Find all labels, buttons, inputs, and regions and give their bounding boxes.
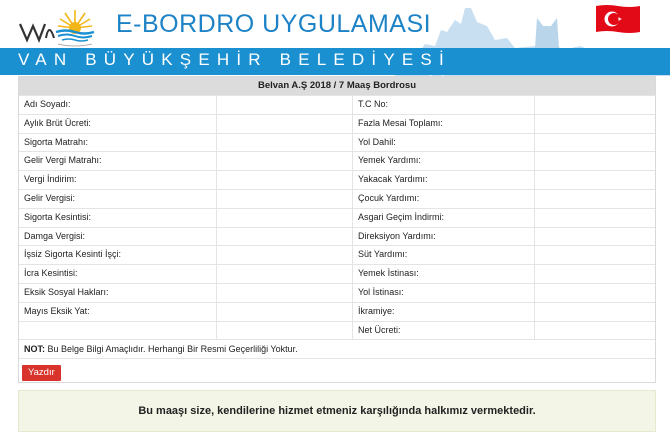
left-value	[217, 246, 353, 264]
right-value	[535, 284, 655, 302]
left-label: Eksik Sosyal Hakları:	[19, 284, 217, 302]
table-row	[19, 133, 655, 152]
left-label: Sigorta Kesintisi:	[19, 209, 217, 227]
payroll-title: Belvan A.Ş 2018 / 7 Maaş Bordrosu	[19, 77, 655, 95]
note-label: NOT:	[24, 344, 45, 355]
payroll-rows	[19, 95, 655, 339]
table-row	[19, 208, 655, 227]
left-value	[217, 171, 353, 189]
table-row	[19, 245, 655, 264]
right-label: Asgari Geçim İndirmi:	[353, 209, 535, 227]
left-value	[217, 209, 353, 227]
right-value	[535, 246, 655, 264]
right-label: Yemek Yardımı:	[353, 152, 535, 170]
right-value	[535, 96, 655, 114]
left-label: Vergi İndirim:	[19, 171, 217, 189]
table-row	[19, 283, 655, 302]
table-row	[19, 302, 655, 321]
right-value	[535, 171, 655, 189]
right-label: Net Ücreti:	[353, 322, 535, 340]
print-button[interactable]: Yazdır	[22, 365, 61, 381]
left-label	[19, 322, 217, 340]
left-value	[217, 115, 353, 133]
right-label: Fazla Mesai Toplamı:	[353, 115, 535, 133]
table-row	[19, 114, 655, 133]
table-row	[19, 170, 655, 189]
left-label: İşsiz Sigorta Kesinti İşçi:	[19, 246, 217, 264]
payroll-table	[18, 76, 656, 383]
motto-box	[18, 390, 656, 432]
left-value	[217, 134, 353, 152]
table-row	[19, 95, 655, 114]
table-row	[19, 264, 655, 283]
right-value	[535, 190, 655, 208]
left-value	[217, 96, 353, 114]
table-row	[19, 321, 655, 340]
header	[0, 0, 670, 76]
right-label: Süt Yardımı:	[353, 246, 535, 264]
right-label: Yemek İstinası:	[353, 265, 535, 283]
table-row	[19, 189, 655, 208]
right-value	[535, 115, 655, 133]
table-row	[19, 151, 655, 170]
right-value	[535, 134, 655, 152]
left-label: Adı Soyadı:	[19, 96, 217, 114]
left-label: İcra Kesintisi:	[19, 265, 217, 283]
left-value	[217, 284, 353, 302]
left-value	[217, 228, 353, 246]
left-value	[217, 322, 353, 340]
right-label: Yakacak Yardımı:	[353, 171, 535, 189]
right-label: İkramiye:	[353, 303, 535, 321]
left-label: Mayıs Eksik Yat:	[19, 303, 217, 321]
right-value	[535, 303, 655, 321]
right-value	[535, 209, 655, 227]
turkish-flag-icon	[596, 4, 640, 34]
right-label: Çocuk Yardımı:	[353, 190, 535, 208]
right-value	[535, 152, 655, 170]
right-value	[535, 322, 655, 340]
left-label: Gelir Vergi Matrahı:	[19, 152, 217, 170]
left-label: Gelir Vergisi:	[19, 190, 217, 208]
left-value	[217, 190, 353, 208]
right-value	[535, 265, 655, 283]
disclaimer-note	[19, 339, 655, 358]
app-title: E-BORDRO UYGULAMASI	[116, 10, 432, 38]
right-label: Yol İstinası:	[353, 284, 535, 302]
banner-text: VAN BÜYÜKŞEHİR BELEDİYESİ	[18, 50, 451, 69]
right-label: Direksiyon Yardımı:	[353, 228, 535, 246]
motto-text: Bu maaşı size, kendilerine hizmet etmeniz karşılığında halkımız vermektedir.	[138, 405, 536, 417]
print-row	[19, 358, 655, 382]
left-value	[217, 152, 353, 170]
left-value	[217, 303, 353, 321]
right-label: T.C No:	[353, 96, 535, 114]
van-municipality-logo-icon	[18, 4, 104, 50]
note-text: Bu Belge Bilgi Amaçlıdır. Herhangi Bir Resmi Geçerliliği Yoktur.	[45, 344, 298, 355]
left-label: Damga Vergisi:	[19, 228, 217, 246]
left-label: Sigorta Matrahı:	[19, 134, 217, 152]
table-row	[19, 227, 655, 246]
right-label: Yol Dahil:	[353, 134, 535, 152]
right-value	[535, 228, 655, 246]
left-value	[217, 265, 353, 283]
left-label: Aylık Brüt Ücreti:	[19, 115, 217, 133]
